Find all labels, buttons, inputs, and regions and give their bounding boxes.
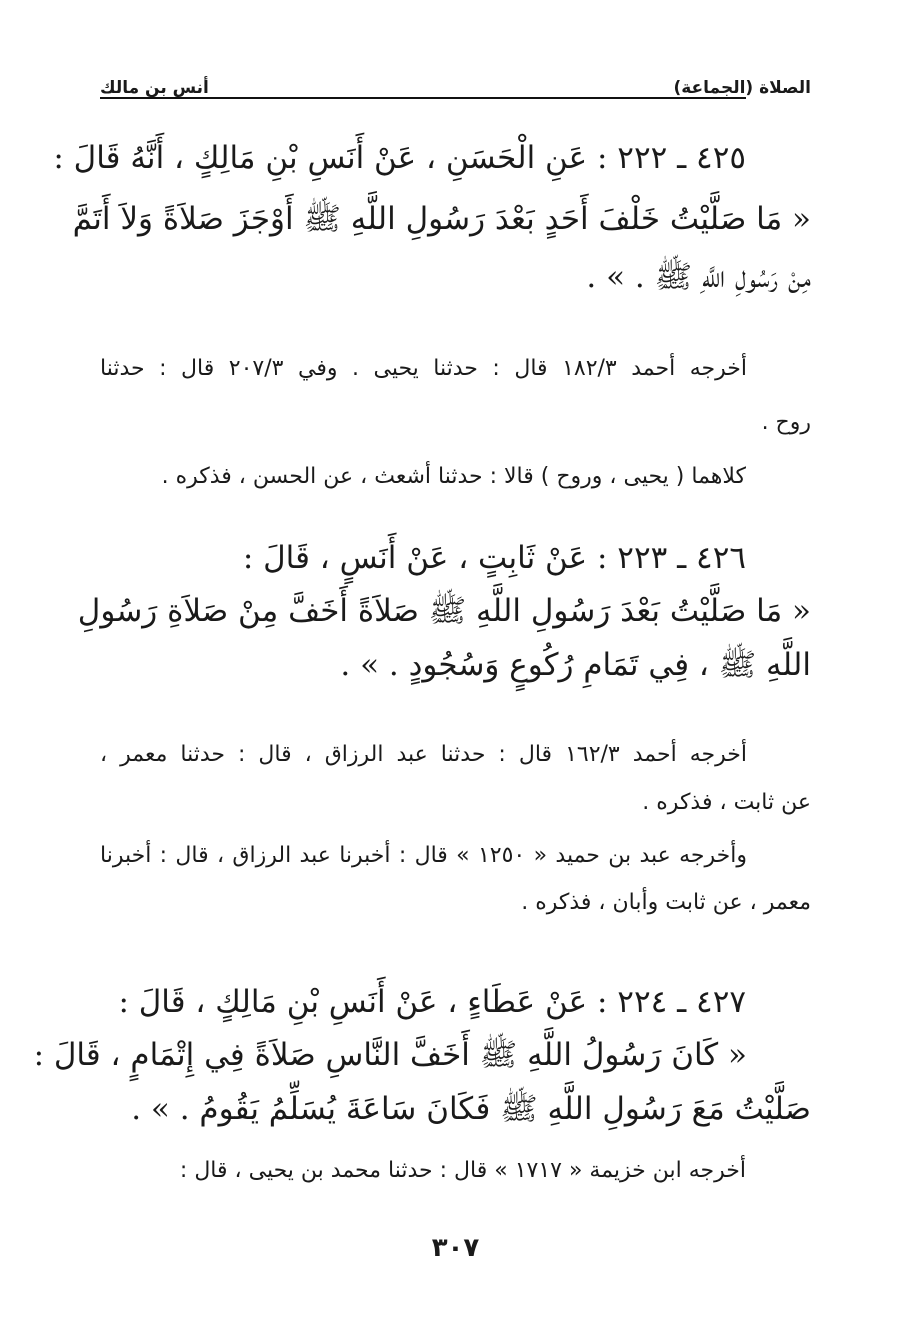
hadith-text-line: مِنْ رَسُولِ اللَّهِ ﷺ . » . bbox=[586, 259, 811, 295]
hadith-heading: ٤٢٦ ـ ٢٢٣ : عَنْ ثَابِتٍ ، عَنْ أَنَسٍ ، قَالَ : bbox=[242, 540, 746, 576]
takhrij-note: معمر ، عن ثابت وأبان ، فذكره . bbox=[521, 890, 811, 915]
takhrij-note: عن ثابت ، فذكره . bbox=[642, 790, 811, 815]
takhrij-note: أخرجه أحمد ١٨٢/٣ قال : حدثنا يحيى . وفي ٢٠٧/٣ قال : حدثنا bbox=[100, 356, 747, 381]
takhrij-note: روح . bbox=[761, 410, 811, 435]
page-number: ٣٠٧ bbox=[431, 1233, 480, 1263]
hadith-text-line: اللَّهِ ﷺ ، فِي تَمَامِ رُكُوعٍ وَسُجُودٍ . » . bbox=[340, 647, 811, 683]
narrator-title: أنس بن مالك bbox=[100, 78, 209, 98]
takhrij-note: وأخرجه عبد بن حميد « ١٢٥٠ » قال : أخبرنا عبد الرزاق ، قال : أخبرنا bbox=[100, 843, 748, 868]
takhrij-note: أخرجه أحمد ١٦٢/٣ قال : حدثنا عبد الرزاق ، قال : حدثنا معمر ، bbox=[100, 742, 747, 767]
takhrij-note: أخرجه ابن خزيمة « ١٧١٧ » قال : حدثنا محمد بن يحيى ، قال : bbox=[179, 1158, 746, 1183]
hadith-heading: ٤٢٥ ـ ٢٢٢ : عَنِ الْحَسَنِ ، عَنْ أَنَسِ بْنِ مَالِكٍ ، أَنَّهُ قَالَ : bbox=[53, 140, 746, 176]
header-rule bbox=[100, 97, 746, 99]
hadith-heading: ٤٢٧ ـ ٢٢٤ : عَنْ عَطَاءٍ ، عَنْ أَنَسِ بْنِ مَالِكٍ ، قَالَ : bbox=[118, 984, 746, 1020]
hadith-text-line: صَلَّيْتُ مَعَ رَسُولِ اللَّهِ ﷺ فَكَانَ سَاعَةَ يُسَلِّمُ يَقُومُ . » . bbox=[131, 1091, 811, 1127]
hadith-text-line: « مَا صَلَّيْتُ خَلْفَ أَحَدٍ بَعْدَ رَسُولِ اللَّهِ ﷺ أَوْجَزَ صَلاَةً وَلاَ أَتَمَّ bbox=[72, 201, 811, 237]
takhrij-note: كلاهما ( يحيى ، وروح ) قالا : حدثنا أشعث ، عن الحسن ، فذكره . bbox=[161, 464, 746, 489]
section-title: الصلاة (الجماعة) bbox=[673, 78, 811, 98]
hadith-text-line: « كَانَ رَسُولُ اللَّهِ ﷺ أَخَفَّ النَّاسِ صَلاَةً فِي إِتْمَامٍ ، قَالَ : bbox=[33, 1037, 747, 1073]
hadith-text-line: « مَا صَلَّيْتُ بَعْدَ رَسُولِ اللَّهِ ﷺ صَلاَةً أَخَفَّ مِنْ صَلاَةِ رَسُولِ bbox=[77, 593, 811, 629]
